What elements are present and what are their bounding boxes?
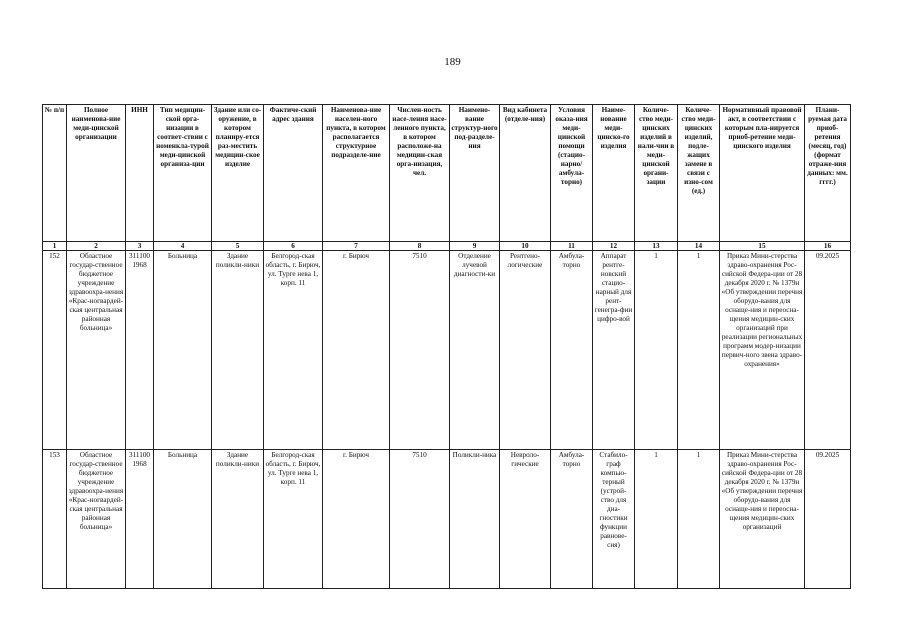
column-number: 11 — [551, 242, 593, 251]
medical-equipment-table — [42, 104, 851, 589]
population: 7510 — [390, 450, 450, 589]
organization-type: Больница — [154, 450, 212, 589]
column-number: 2 — [67, 242, 126, 251]
header-cell: Вид кабинета (отделе-ния) — [500, 105, 551, 242]
care-conditions: Амбула-торно — [551, 450, 593, 589]
inn: 311100 1968 — [126, 251, 154, 450]
page-number: 189 — [444, 56, 461, 68]
settlement-name: г. Бирюч — [323, 450, 390, 589]
office-type: Рентгено-логические — [500, 251, 551, 450]
device-name: Стабило-граф компью-терный (устрой-ство для диа-гностики функции равнове-сия) — [593, 450, 635, 589]
table-row — [43, 251, 851, 450]
header-cell: Наимено-вание структур-ного под-разделе-ния — [450, 105, 500, 242]
header-cell: Количе-ство меди-цинских изделий в нали-чии в меди-цинской органи-зации — [635, 105, 678, 242]
column-number: 5 — [212, 242, 264, 251]
office-type: Невроло-гические — [500, 450, 551, 589]
device-name: Аппарат рентге-новский стацио-нарный для рент-генегра-фии цифро-вой — [593, 251, 635, 450]
devices-to-replace: 1 — [678, 450, 720, 589]
purchase-date: 09.2025 — [805, 450, 851, 589]
column-number: 6 — [264, 242, 323, 251]
column-number-row — [43, 242, 851, 251]
header-cell: Количе-ство меди-цинских изделий, подле-жащих замене в связи с изно-сом (ед.) — [678, 105, 720, 242]
devices-available: 1 — [635, 251, 678, 450]
column-number: 12 — [593, 242, 635, 251]
column-number: 14 — [678, 242, 720, 251]
header-cell: Наиме-нование меди-цинско-го изделия — [593, 105, 635, 242]
row-number: 153 — [43, 450, 67, 589]
department-name: Отделение лучевой диагности-ки — [450, 251, 500, 450]
column-number: 16 — [805, 242, 851, 251]
inn: 311100 1968 — [126, 450, 154, 589]
table-row — [43, 450, 851, 589]
header-cell: ИНН — [126, 105, 154, 242]
column-number: 1 — [43, 242, 67, 251]
care-conditions: Амбула-торно — [551, 251, 593, 450]
header-cell: Тип медицин-ской орга-низации в соответ-ствии с номенкла-турой меди-цинской организа-ции — [154, 105, 212, 242]
building: Здание поликли-ники — [212, 251, 264, 450]
legal-act: Приказ Мини-стерства здраво-охранения Рос-сийской Федера-ции от 28 декабря 2020 г. № 1379н «Об утверждении перечня оборудо-вания для оснаще-ния и переосна-щения медицин-ских организаций — [720, 450, 805, 589]
header-cell: Здание или со-оружение, в котором планиру-ется раз-местить медицин-ское изделие — [212, 105, 264, 242]
building-address: Белгород-ская область, г. Бирюч, ул. Турге нева 1, корп. 11 — [264, 450, 323, 589]
column-number: 7 — [323, 242, 390, 251]
organization-type: Больница — [154, 251, 212, 450]
column-number: 9 — [450, 242, 500, 251]
header-cell: Плани-руемая дата приоб-ретения (месяц, год) (формат отраже-ния данных: мм. гггг.) — [805, 105, 851, 242]
row-number: 152 — [43, 251, 67, 450]
legal-act: Приказ Мини-стерства здраво-охранения Рос-сийской Федера-ции от 28 декабря 2020 г. № 1379н «Об утверждении перечня оборудо-вания для оснаще-ния и переосна-щения медицин-ских организаций при реализации региональных программ модер-низации первич-ного звена здраво-охранения» — [720, 251, 805, 450]
population: 7510 — [390, 251, 450, 450]
organization-name: Областное государ-ственное бюджетное учреждение здравоохра-нения «Крас-ногвардей-ская центральная районная больница» — [67, 450, 126, 589]
column-number: 3 — [126, 242, 154, 251]
devices-available: 1 — [635, 450, 678, 589]
building: Здание поликли-ники — [212, 450, 264, 589]
column-number: 4 — [154, 242, 212, 251]
header-cell: № п/п — [43, 105, 67, 242]
header-cell: Фактиче-ский адрес здания — [264, 105, 323, 242]
devices-to-replace: 1 — [678, 251, 720, 450]
column-number: 8 — [390, 242, 450, 251]
purchase-date: 09.2025 — [805, 251, 851, 450]
header-cell: Условия оказа-ния меди-цинской помощи (стацио-нарно/ амбула-торно) — [551, 105, 593, 242]
header-row — [43, 105, 851, 242]
column-number: 13 — [635, 242, 678, 251]
header-cell: Наименова-ние населен-ного пункта, в котором располагается структурное подразделе-ние — [323, 105, 390, 242]
header-cell: Числен-ность насе-ления насе-ленного пункта, в котором расположе-на медицин-ская орга-низация, чел. — [390, 105, 450, 242]
settlement-name: г. Бирюч — [323, 251, 390, 450]
building-address: Белгород-ская область, г. Бирюч, ул. Турге нева 1, корп. 11 — [264, 251, 323, 450]
department-name: Поликли-ника — [450, 450, 500, 589]
organization-name: Областное государ-ственное бюджетное учреждение здравоохра-нения «Крас-ногвардей-ская центральная районная больница» — [67, 251, 126, 450]
header-cell: Нормативный правовой акт, в соответствии с которым пла-нируется приоб-ретение меди-цинского изделия — [720, 105, 805, 242]
column-number: 15 — [720, 242, 805, 251]
header-cell: Полное наименова-ние меди-цинской организации — [67, 105, 126, 242]
column-number: 10 — [500, 242, 551, 251]
